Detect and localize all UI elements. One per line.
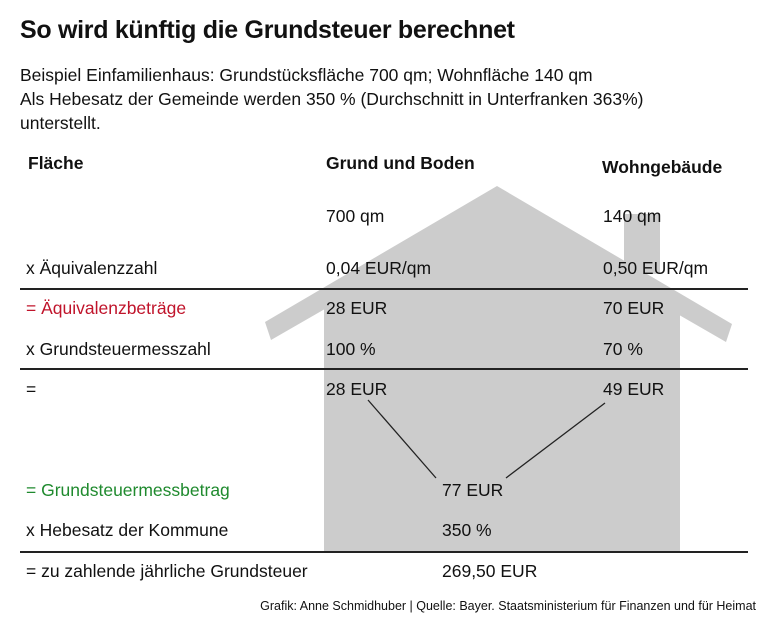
- header-grund-und-boden: Grund und Boden: [326, 153, 475, 173]
- grund-aequivalenzbetrag: 28 EUR: [326, 298, 388, 318]
- page-title: So wird künftig die Grundsteuer berechnet: [20, 16, 515, 44]
- wohn-aequivalenzzahl: 0,50 EUR/qm: [603, 258, 709, 278]
- grund-messzahl: 100 %: [326, 339, 376, 359]
- label-jaehrliche-grundsteuer: = zu zahlende jährliche Grundsteuer: [26, 561, 308, 581]
- wohn-aequivalenzbetrag: 70 EUR: [603, 298, 665, 318]
- subtitle-line-1: Beispiel Einfamilienhaus: Grundstücksfläche 700 qm; Wohnfläche 140 qm: [20, 65, 593, 85]
- value-grundsteuermessbetrag: 77 EUR: [442, 480, 504, 500]
- label-grundsteuermessbetrag: = Grundsteuermessbetrag: [26, 480, 230, 500]
- divider-1: [20, 288, 748, 290]
- label-aequivalenzzahl: x Äquivalenzzahl: [26, 258, 158, 278]
- value-jaehrliche-grundsteuer: 269,50 EUR: [442, 561, 538, 581]
- label-hebesatz: x Hebesatz der Kommune: [26, 520, 229, 540]
- wohn-messzahl: 70 %: [603, 339, 643, 359]
- grund-zwischenergebnis: 28 EUR: [326, 379, 388, 399]
- subtitle-line-2: Als Hebesatz der Gemeinde werden 350 % (Durchschnitt in Unterfranken 363%): [20, 89, 644, 109]
- label-aequivalenzbetraege: = Äquivalenzbeträge: [26, 298, 187, 318]
- subtitle-line-3: unterstellt.: [20, 113, 101, 133]
- wohn-zwischenergebnis: 49 EUR: [603, 379, 665, 399]
- divider-2: [20, 368, 748, 370]
- source-credit: Grafik: Anne Schmidhuber | Quelle: Bayer. Staatsministerium für Finanzen und für Heimat: [260, 599, 756, 613]
- header-flaeche: Fläche: [28, 153, 84, 173]
- grund-aequivalenzzahl: 0,04 EUR/qm: [326, 258, 432, 278]
- divider-3: [20, 551, 748, 553]
- grund-area-value: 700 qm: [326, 206, 385, 226]
- wohn-area-value: 140 qm: [603, 206, 662, 226]
- label-zwischenergebnis: =: [26, 379, 37, 399]
- header-wohngebaeude: Wohngebäude: [602, 157, 723, 177]
- value-hebesatz: 350 %: [442, 520, 492, 540]
- label-grundsteuermesszahl: x Grundsteuermesszahl: [26, 339, 211, 359]
